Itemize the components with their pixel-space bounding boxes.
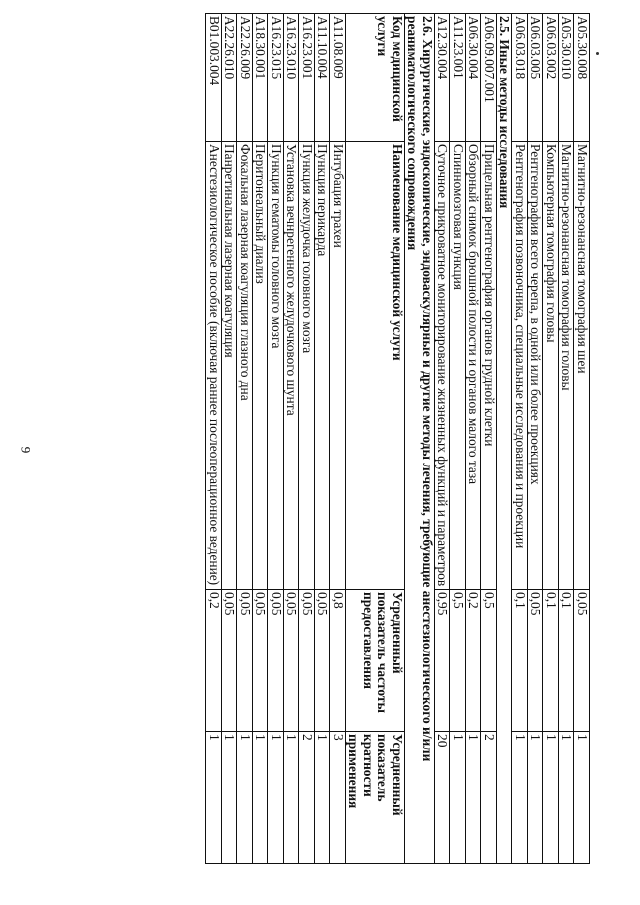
frequency-cell: 0,2 (466, 590, 482, 732)
multiplicity-cell: 1 (450, 732, 466, 864)
frequency-cell: 0,05 (315, 590, 331, 732)
service-name-cell: Прицельная рентгенография органов грудной клетки (481, 142, 497, 590)
multiplicity-cell: 20 (435, 732, 451, 864)
service-code-cell: A05.30.010 (559, 14, 575, 142)
frequency-cell: 0,5 (481, 590, 497, 732)
multiplicity-cell: 1 (237, 732, 253, 864)
table-row (330, 14, 346, 864)
table-row (206, 14, 222, 864)
service-name-cell: Панретинальная лазерная коагуляция (222, 142, 238, 590)
table-row (481, 14, 497, 864)
header-code: Код медицинской услуги (346, 14, 405, 142)
table-row (450, 14, 466, 864)
service-name-cell: Обзорный снимок брюшной полости и органов малого таза (466, 142, 482, 590)
service-code-cell: A06.30.004 (466, 14, 482, 142)
multiplicity-cell: 1 (253, 732, 269, 864)
scan-speck (596, 52, 599, 55)
frequency-cell: 0,1 (559, 590, 575, 732)
table-row (222, 14, 238, 864)
multiplicity-cell: 2 (299, 732, 315, 864)
frequency-cell: 0,05 (253, 590, 269, 732)
service-code-cell: A16.23.015 (268, 14, 284, 142)
table-group-surgical (206, 14, 346, 864)
service-code-cell: A11.08.009 (330, 14, 346, 142)
service-name-cell: Перитонеальный диализ (253, 142, 269, 590)
table-row (574, 14, 590, 864)
section-2-6-title: 2.6. Хирургические, эндоскопические, эндоваскулярные и другие методы лечения, требующие анестезиологического и/или реаниматологического сопровождения (405, 14, 435, 864)
services-table (206, 13, 591, 864)
service-name-cell: Пункция перикарда (315, 142, 331, 590)
table-row (299, 14, 315, 864)
service-code-cell: A18.30.001 (253, 14, 269, 142)
service-name-cell: Пункция гематомы головного мозга (268, 142, 284, 590)
service-code-cell: A05.30.008 (574, 14, 590, 142)
service-name-cell: Компьютерная томография головы (543, 142, 559, 590)
table-row (543, 14, 559, 864)
service-name-cell: Магнитно-резонансная томография головы (559, 142, 575, 590)
frequency-cell: 0,05 (268, 590, 284, 732)
service-code-cell: A11.23.001 (450, 14, 466, 142)
frequency-cell: 0,1 (543, 590, 559, 732)
table-row (315, 14, 331, 864)
table-row (466, 14, 482, 864)
multiplicity-cell: 1 (528, 732, 544, 864)
multiplicity-cell: 1 (574, 732, 590, 864)
service-code-cell: A16.23.001 (299, 14, 315, 142)
service-name-cell: Установка вечнрегенного желудочкового шунта (284, 142, 300, 590)
service-name-cell: Пункция желудочка головного мозга (299, 142, 315, 590)
table-row (284, 14, 300, 864)
table-row (268, 14, 284, 864)
multiplicity-cell: 1 (315, 732, 331, 864)
frequency-cell: 0,05 (284, 590, 300, 732)
table-row (528, 14, 544, 864)
service-name-cell: Спинномозговая пункция (450, 142, 466, 590)
service-code-cell: A22.26.009 (237, 14, 253, 142)
multiplicity-cell: 3 (330, 732, 346, 864)
service-code-cell: A16.23.010 (284, 14, 300, 142)
header-frequency: Усредненный показатель частоты предоставления (346, 590, 405, 732)
service-code-cell: A06.03.018 (512, 14, 528, 142)
service-name-cell: Рентгенография всего черепа, в одной или более проекциях (528, 142, 544, 590)
rotated-page-content (50, 13, 590, 863)
service-name-cell: Интубация трахеи (330, 142, 346, 590)
page-number: 9 (18, 446, 34, 454)
multiplicity-cell: 2 (481, 732, 497, 864)
section-heading-2-6 (346, 14, 435, 864)
service-name-cell: Анестезиологическое пособие (включая раннее послеоперационное ведение) (206, 142, 222, 590)
multiplicity-cell: 1 (543, 732, 559, 864)
multiplicity-cell: 1 (206, 732, 222, 864)
frequency-cell: 0,95 (435, 590, 451, 732)
multiplicity-cell: 1 (512, 732, 528, 864)
section-heading-2-5 (497, 14, 513, 864)
table-row (559, 14, 575, 864)
multiplicity-cell: 1 (268, 732, 284, 864)
table-row (237, 14, 253, 864)
frequency-cell: 0,2 (206, 590, 222, 732)
service-name-cell: Фокальная лазерная коагуляция глазного дна (237, 142, 253, 590)
header-name: Наименование медицинской услуги (346, 142, 405, 590)
frequency-cell: 0,1 (512, 590, 528, 732)
header-multiplicity: Усредненный показатель кратности применения (346, 732, 405, 864)
frequency-cell: 0,05 (222, 590, 238, 732)
multiplicity-cell: 1 (559, 732, 575, 864)
frequency-cell: 0,05 (299, 590, 315, 732)
service-code-cell: A06.09.007.001 (481, 14, 497, 142)
table-row (512, 14, 528, 864)
service-name-cell: Рентгенография позвоночника, специальные исследования и проекции (512, 142, 528, 590)
table-row (253, 14, 269, 864)
frequency-cell: 0,8 (330, 590, 346, 732)
section-2-5-title: 2.5. Иные методы исследования (497, 14, 513, 864)
multiplicity-cell: 1 (466, 732, 482, 864)
service-code-cell: B01.003.004 (206, 14, 222, 142)
service-name-cell: Магнитно-резонансная томография шеи (574, 142, 590, 590)
service-code-cell: A12.30.004 (435, 14, 451, 142)
frequency-cell: 0,05 (237, 590, 253, 732)
service-code-cell: A06.03.002 (543, 14, 559, 142)
frequency-cell: 0,05 (574, 590, 590, 732)
service-name-cell: Суточное прикроватное мониторирование жизненных функций и параметров (435, 142, 451, 590)
multiplicity-cell: 1 (222, 732, 238, 864)
table-group-imaging (512, 14, 590, 864)
service-code-cell: A06.03.005 (528, 14, 544, 142)
service-code-cell: A11.10.004 (315, 14, 331, 142)
table-group-other-methods (435, 14, 497, 864)
service-code-cell: A22.26.010 (222, 14, 238, 142)
multiplicity-cell: 1 (284, 732, 300, 864)
frequency-cell: 0,5 (450, 590, 466, 732)
table-row (435, 14, 451, 864)
frequency-cell: 0,05 (528, 590, 544, 732)
